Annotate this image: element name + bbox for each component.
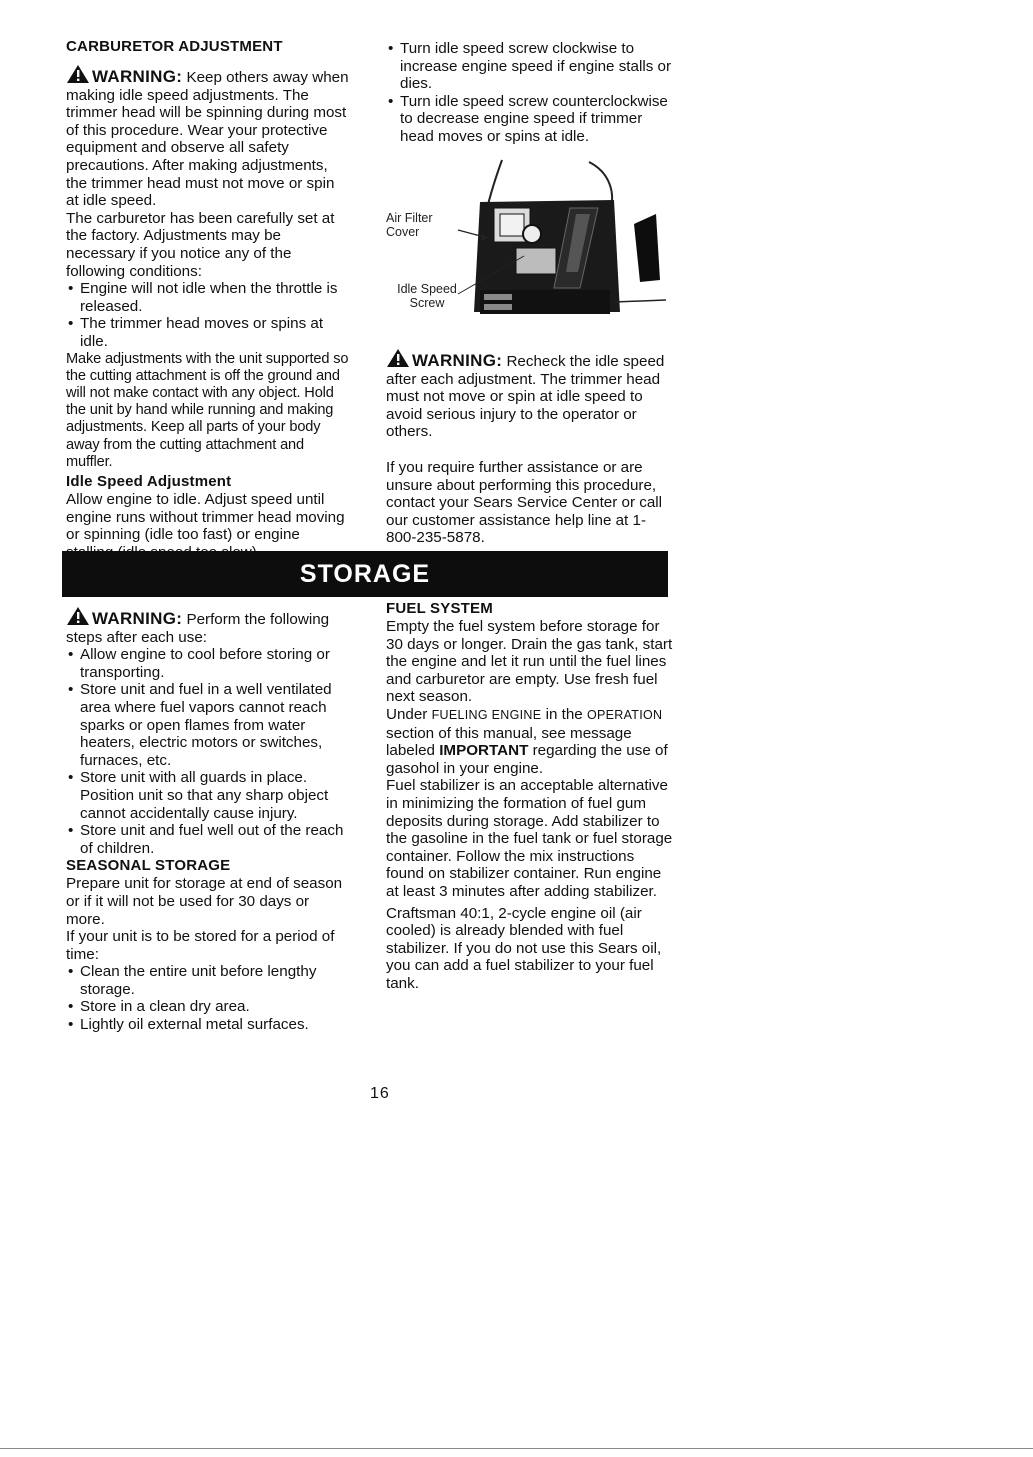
warning-triangle-icon: [66, 606, 90, 626]
list-item: • Store in a clean dry area.: [66, 998, 352, 1016]
seasonal-paragraph: If your unit is to be stored for a period of time:: [66, 928, 335, 963]
fuel-text: in the: [541, 705, 587, 723]
idle-adjust-section: [386, 40, 672, 146]
conditions-list: [66, 280, 350, 350]
fuel-paragraph: Fuel stabilizer is an acceptable alternative in minimizing the formation of fuel gum deposits during storage. Add stabilizer to the gasoline in the fuel tank or fuel storage container. Follow the mix instructions found on stabilizer container. Run engine at least 3 minutes after adding stabilizer.: [386, 777, 673, 900]
carburetor-section: [66, 38, 350, 561]
warning-triangle-icon: [66, 64, 90, 84]
list-item: • Clean the entire unit before lengthy storage.: [66, 963, 352, 998]
warning-label: WARNING:: [412, 351, 503, 370]
list-item: • The trimmer head moves or spins at idle.: [66, 315, 350, 350]
seasonal-paragraph: Prepare unit for storage at end of season or if it will not be used for 30 days or more.: [66, 875, 343, 928]
idle-adjust-list: [386, 40, 672, 146]
idle-speed-paragraph: Allow engine to idle. Adjust speed until engine runs without trimmer head moving or spinning (idle too fast) or engine: [66, 490, 345, 544]
fuel-text: Under: [386, 705, 432, 723]
fuel-system-heading: FUEL SYSTEM: [386, 600, 493, 617]
warning-triangle-icon: [386, 348, 410, 368]
carburetor-heading: CARBURETOR ADJUSTMENT: [66, 38, 283, 55]
fuel-text: OPERATION: [586, 707, 663, 722]
storage-banner: STORAGE: [62, 551, 668, 597]
fuel-paragraph: Craftsman 40:1, 2-cycle engine oil (air cooled) is already blended with fuel stabilizer. If you do not use this Sears oil, you can add a fuel stabilizer to your fuel tank.: [386, 904, 662, 992]
warning-text: Keep others away when making idle speed adjustments. The trimmer head will be spinning during most of this procedure. Wear your protective equipment and observe all safety precautions. After making adjustments, the trimmer head must not move or spin at idle speed.: [66, 69, 349, 210]
important-label: IMPORTANT: [439, 742, 529, 760]
carburetor-warning: [66, 64, 350, 210]
list-item: • Lightly oil external metal surfaces.: [66, 1016, 352, 1034]
warning-label: WARNING:: [92, 609, 183, 628]
warning-text: Perform the following steps after each use:: [66, 611, 330, 646]
list-item: • Turn idle speed screw clockwise to increase engine speed if engine stalls or dies.: [386, 40, 672, 93]
fuel-paragraph: [386, 706, 676, 777]
carburetor-figure: [384, 152, 674, 330]
adjustment-paragraph: Make adjustments with the unit supported so the cutting attachment is off the ground and will not make contact with any object. Hold the unit by hand while running and making adjustments. Keep all parts of your body away from the cutting attachment and muffler.: [66, 350, 349, 470]
list-item: • Allow engine to cool before storing or transporting.: [66, 646, 352, 681]
page-number: 16: [370, 1085, 390, 1102]
idle-speed-heading: Idle Speed Adjustment: [66, 472, 232, 490]
recheck-section: [386, 348, 676, 547]
fuel-system-section: [386, 600, 676, 992]
fuel-text: FUELING ENGINE: [431, 707, 542, 722]
idle-speed-screw-label: Idle Speed Screw: [397, 282, 457, 310]
storage-warning: [66, 606, 352, 646]
fuel-text: section of this manual, see message labeled: [386, 724, 632, 760]
recheck-warning: [386, 348, 676, 441]
assistance-paragraph: If you require further assistance or are unsure about performing this procedure, contact your Sears Service Center or call our customer assistance help line at 1-800-235-5878.: [386, 458, 663, 547]
fuel-text: regarding the use of gasohol in your engine.: [386, 742, 668, 777]
carburetor-paragraph: The carburetor has been carefully set at the factory. Adjustments may be necessary if you notice any of the following conditions:: [66, 209, 335, 280]
list-item: • Store unit and fuel well out of the reach of children.: [66, 822, 352, 857]
list-item: • Turn idle speed screw counterclockwise to decrease engine speed if trimmer head moves or spins at idle.: [386, 93, 672, 146]
list-item: • Store unit and fuel in a well ventilated area where fuel vapors cannot reach sparks or open flames from water heaters, electric motors or switches, furnaces, etc.: [66, 681, 352, 769]
list-item: • Engine will not idle when the throttle is released.: [66, 280, 350, 315]
storage-steps-list: [66, 646, 352, 857]
seasonal-list: [66, 963, 352, 1033]
warning-text: Recheck the idle speed after each adjustment. The trimmer head must not move or spin at idle speed to avoid serious injury to the operator or others.: [386, 353, 665, 441]
air-filter-cover-label: Air Filter Cover: [386, 211, 433, 239]
seasonal-storage-heading: SEASONAL STORAGE: [66, 857, 231, 875]
page-bottom-edge: [0, 1448, 1033, 1449]
warning-label: WARNING:: [92, 67, 183, 86]
list-item: • Store unit with all guards in place. Position unit so that any sharp object cannot accidentally cause injury.: [66, 769, 352, 822]
storage-section: [66, 606, 352, 1034]
fuel-paragraph: Empty the fuel system before storage for 30 days or longer. Drain the gas tank, start the engine and let it run until the fuel lines and carburetor are empty. Use fresh fuel next season.: [386, 618, 673, 706]
